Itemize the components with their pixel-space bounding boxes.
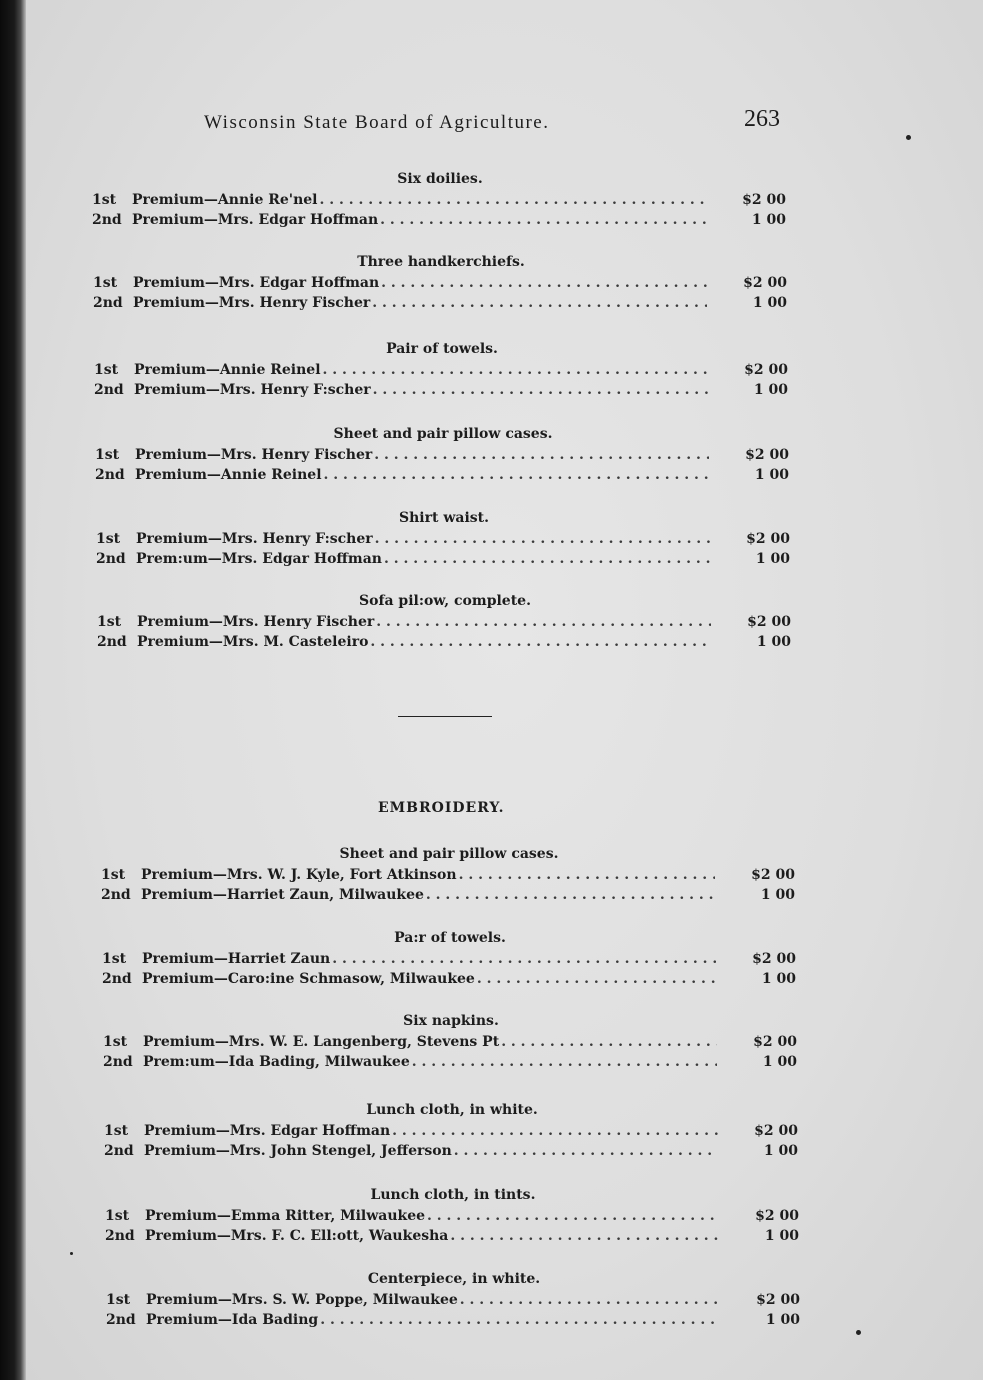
award-entry: Premium—Annie Reinel [134,362,321,378]
award-entry: Premium—Mrs. Henry Fischer [137,614,375,630]
section-divider-rule [398,716,492,717]
part-heading: EMBROIDERY. [378,800,505,816]
award-amount: 1 00 [751,212,786,228]
award-amount: $2 00 [753,1034,797,1050]
award-entry: Premium—Harriet Zaun, Milwaukee [141,887,424,903]
section-title: Six doilies. [397,171,483,187]
award-place: 2nd [94,382,124,398]
award-amount: 1 00 [752,295,787,311]
award-row [103,1032,799,1052]
award-row [101,865,797,885]
award-row [92,210,788,230]
section-title: Lunch cloth, in white. [366,1102,538,1118]
dot-leader [374,612,711,632]
dot-leader [378,210,706,230]
award-row [95,465,791,485]
award-entry: Premium—Mrs. Henry F:scher [136,531,373,547]
award-amount: $2 00 [751,867,795,883]
award-section [102,929,798,989]
dot-leader [452,1141,718,1161]
award-amount: $2 00 [746,531,790,547]
award-section [94,340,790,400]
award-row [106,1310,802,1330]
award-section [95,425,791,485]
award-row [96,529,792,549]
award-place: 2nd [93,295,123,311]
section-title: Lunch cloth, in tints. [370,1187,536,1203]
award-place: 1st [102,951,127,967]
ink-speck [856,1330,861,1335]
award-row [94,360,790,380]
book-page [26,0,983,1380]
award-place: 1st [96,531,121,547]
award-row [96,549,792,569]
section-title: Centerpiece, in white. [367,1271,541,1287]
award-row [106,1290,802,1310]
award-section [105,1186,801,1246]
section-title: Pa:r of towels. [394,930,506,946]
award-entry: Premium—Annie Re'nel [132,192,318,208]
award-place: 2nd [106,1312,136,1328]
award-place: 1st [97,614,122,630]
dot-leader [448,1226,719,1246]
award-amount: $2 00 [755,1208,799,1224]
award-row [97,632,793,652]
award-row [105,1226,801,1246]
award-entry: Premium—Caro:ine Schmasow, Milwaukee [142,971,475,987]
dot-leader [330,949,716,969]
dot-leader [425,1206,719,1226]
dot-leader [410,1052,717,1072]
dot-leader [368,632,711,652]
award-entry: Premium—Mrs. John Stengel, Jefferson [144,1143,452,1159]
award-section [93,253,789,313]
award-amount: 1 00 [763,1143,798,1159]
dot-leader [379,273,707,293]
award-entry: Premium—Mrs. W. J. Kyle, Fort Atkinson [141,867,457,883]
award-place: 1st [94,362,119,378]
section-title: Sheet and pair pillow cases. [333,426,553,442]
award-row [92,190,788,210]
page-header [26,106,983,146]
award-entry: Premium—Annie Reinel [135,467,322,483]
award-amount: 1 00 [753,382,788,398]
award-row [104,1121,800,1141]
award-entry: Premium—Harriet Zaun [142,951,331,967]
dot-leader [424,885,715,905]
award-place: 2nd [102,971,132,987]
award-amount: $2 00 [743,275,787,291]
award-section [101,845,797,905]
award-row [94,380,790,400]
dot-leader [370,293,707,313]
award-place: 2nd [104,1143,134,1159]
award-row [93,293,789,313]
dot-leader [371,380,708,400]
award-place: 2nd [97,634,127,650]
award-amount: $2 00 [742,192,786,208]
award-row [105,1206,801,1226]
award-place: 2nd [101,887,131,903]
award-entry: Prem:um—Mrs. Edgar Hoffman [136,551,382,567]
award-entry: Premium—Mrs. F. C. Ell:ott, Waukesha [145,1228,449,1244]
award-amount: $2 00 [745,447,789,463]
section-title: Sheet and pair pillow cases. [339,846,559,862]
dot-leader [321,360,708,380]
dot-leader [457,865,715,885]
award-entry: Premium—Mrs. M. Casteleiro [137,634,369,650]
award-entry: Premium—Mrs. Edgar Hoffman [133,275,380,291]
award-entry: Premium—Mrs. Henry Fischer [135,447,373,463]
dot-leader [458,1290,720,1310]
award-place: 1st [101,867,126,883]
dot-leader [499,1032,717,1052]
award-row [95,445,791,465]
award-row [93,273,789,293]
award-amount: $2 00 [752,951,796,967]
award-entry: Premium—Mrs. Henry F:scher [134,382,371,398]
award-place: 1st [103,1034,128,1050]
award-section [97,592,793,652]
award-amount: $2 00 [756,1292,800,1308]
dot-leader [318,190,707,210]
award-entry: Premium—Mrs. W. E. Langenberg, Stevens Pt [143,1034,500,1050]
award-amount: $2 00 [744,362,788,378]
award-section [104,1101,800,1161]
book-spine-shadow [0,0,26,1380]
award-place: 1st [95,447,120,463]
award-amount: $2 00 [747,614,791,630]
award-row [103,1052,799,1072]
award-entry: Premium—Ida Bading [146,1312,319,1328]
ink-speck [906,135,911,140]
award-amount: 1 00 [761,971,796,987]
page-number: 263 [744,106,780,132]
award-section [103,1012,799,1072]
dot-leader [390,1121,718,1141]
award-row [104,1141,800,1161]
dot-leader [382,549,710,569]
section-title: Pair of towels. [386,341,498,357]
award-amount: 1 00 [756,634,791,650]
ink-speck [70,1252,73,1255]
section-title: Three handkerchiefs. [357,254,525,270]
running-title: Wisconsin State Board of Agriculture. [204,112,550,133]
award-entry: Prem:um—Ida Bading, Milwaukee [143,1054,410,1070]
section-title: Six napkins. [403,1013,499,1029]
award-row [101,885,797,905]
award-amount: 1 00 [764,1228,799,1244]
dot-leader [373,529,710,549]
award-place: 2nd [96,551,126,567]
award-amount: 1 00 [755,551,790,567]
award-place: 2nd [103,1054,133,1070]
award-entry: Premium—Mrs. S. W. Poppe, Milwaukee [146,1292,458,1308]
award-place: 2nd [92,212,122,228]
award-section [92,170,788,230]
award-entry: Premium—Emma Ritter, Milwaukee [145,1208,426,1224]
award-place: 2nd [95,467,125,483]
award-place: 1st [92,192,117,208]
award-section [96,509,792,569]
dot-leader [372,445,709,465]
award-section [106,1270,802,1330]
section-title: Sofa pil:ow, complete. [359,593,531,609]
award-place: 1st [104,1123,129,1139]
award-amount: 1 00 [765,1312,800,1328]
award-amount: 1 00 [760,887,795,903]
award-entry: Premium—Mrs. Edgar Hoffman [132,212,379,228]
award-amount: 1 00 [754,467,789,483]
award-place: 2nd [105,1228,135,1244]
award-place: 1st [93,275,118,291]
award-entry: Premium—Mrs. Henry Fischer [133,295,371,311]
award-amount: 1 00 [762,1054,797,1070]
award-place: 1st [106,1292,131,1308]
award-amount: $2 00 [754,1123,798,1139]
award-row [97,612,793,632]
section-title: Shirt waist. [399,510,489,526]
dot-leader [475,969,716,989]
award-place: 1st [105,1208,130,1224]
award-entry: Premium—Mrs. Edgar Hoffman [144,1123,391,1139]
dot-leader [318,1310,720,1330]
dot-leader [322,465,709,485]
award-row [102,969,798,989]
award-row [102,949,798,969]
